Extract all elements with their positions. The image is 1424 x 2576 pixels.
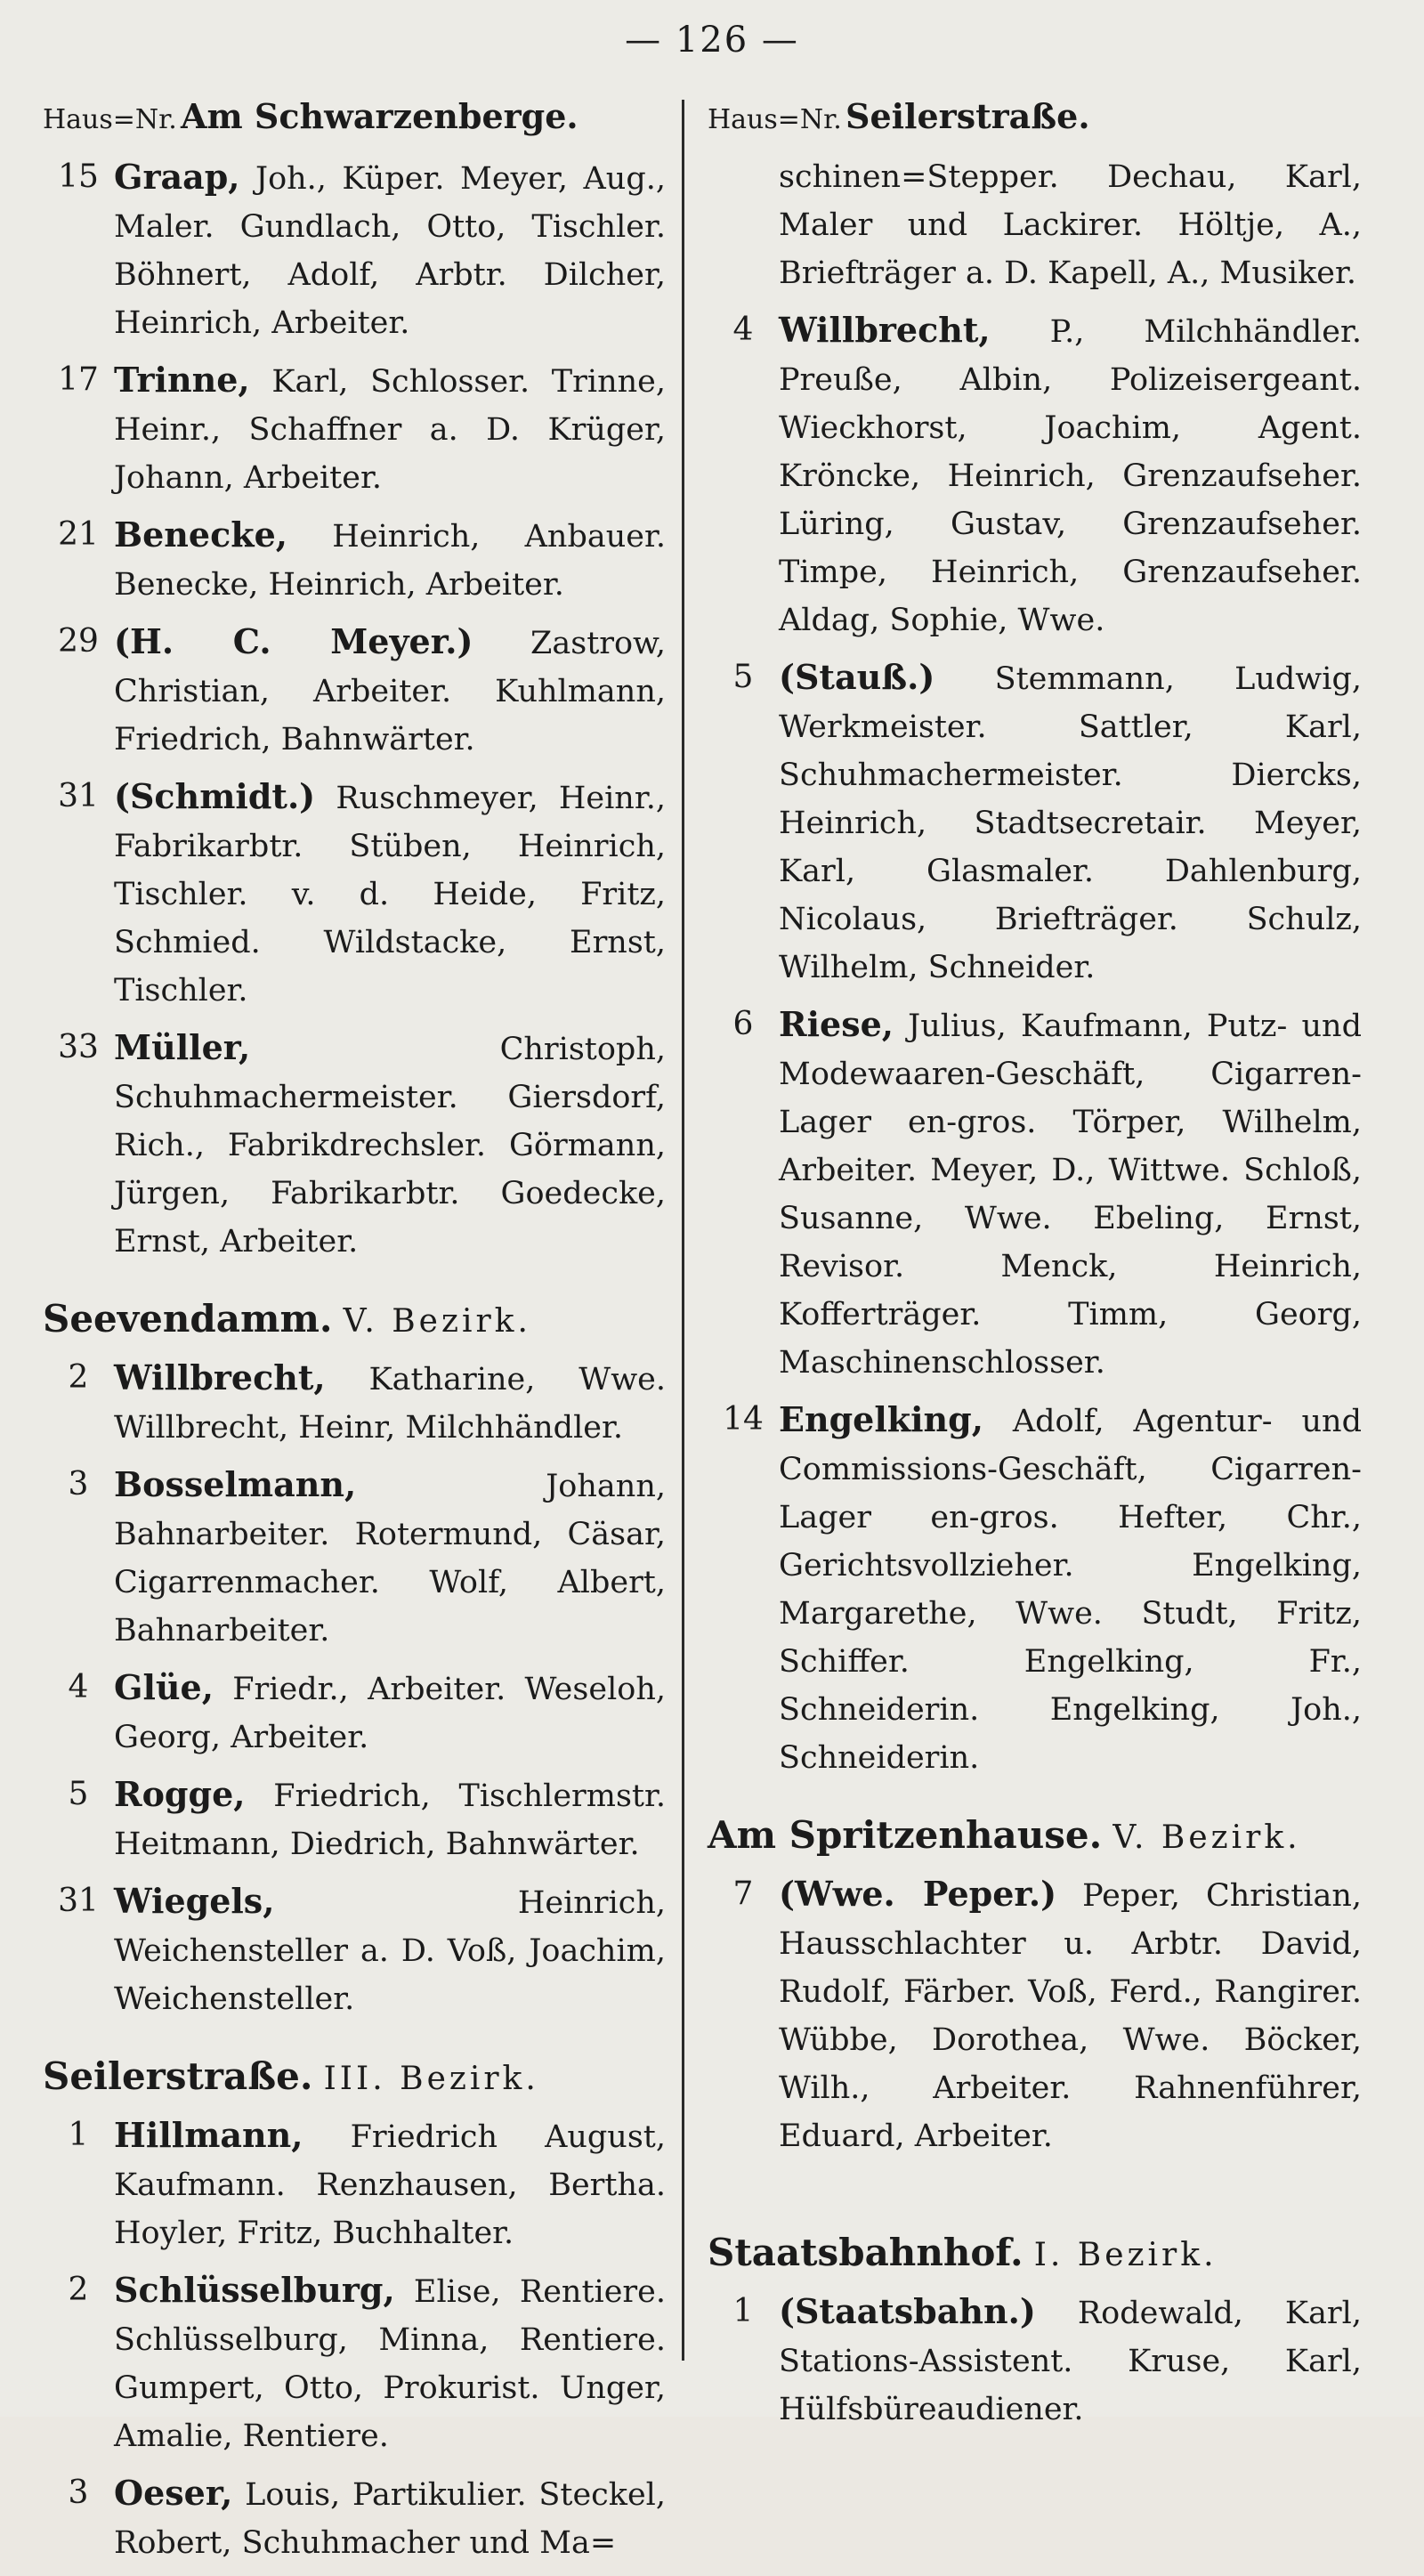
resident-name: Oeser, bbox=[114, 2473, 233, 2513]
street-name: Seilerstraße. bbox=[846, 96, 1090, 136]
house-number: 6 bbox=[732, 1006, 754, 1042]
entry-text bbox=[779, 1000, 1362, 1387]
directory-entry bbox=[43, 1664, 666, 1762]
entry-text bbox=[114, 618, 666, 764]
section-heading bbox=[43, 1292, 666, 1349]
resident-name: (Wwe. Peper.) bbox=[779, 1874, 1057, 1914]
left-column-header bbox=[43, 96, 666, 153]
entry-text bbox=[114, 1354, 666, 1452]
house-number: 3 bbox=[68, 2475, 89, 2511]
resident-name: Bosselmann, bbox=[114, 1464, 357, 1504]
resident-name: (Schmidt.) bbox=[114, 776, 316, 816]
directory-entry bbox=[708, 306, 1362, 644]
directory-entry bbox=[43, 153, 666, 347]
street-name: Am Schwarzenberge. bbox=[181, 96, 578, 136]
entry-details: Johann, Bahnarbeiter. Rotermund, Cäsar, Cigarrenmacher. Wolf, Albert, Bahnarbeiter. bbox=[114, 1469, 666, 1648]
continuation-entry bbox=[708, 153, 1362, 297]
house-number: 2 bbox=[68, 2272, 89, 2308]
entry-details: Heinrich, Weichensteller a. D. Voß, Joachim, Weichensteller. bbox=[114, 1885, 666, 2017]
house-number: 2 bbox=[68, 1359, 89, 1396]
entry-details: Karl, Schlosser. Trinne, Heinr., Schaffner a. D. Krüger, Johann, Arbeiter. bbox=[114, 364, 666, 496]
entry-details: Christoph, Schuhmachermeister. Giersdorf, Rich., Fabrikdrechsler. Görmann, Jürgen, Fabrikarbtr. Goedecke, Ernst, Arbeiter. bbox=[114, 1032, 666, 1260]
house-number: 1 bbox=[68, 2117, 89, 2153]
house-number: 1 bbox=[732, 2293, 754, 2329]
entry-details: Friedr., Arbeiter. Weseloh, Georg, Arbeiter. bbox=[114, 1672, 666, 1755]
entry-details: Julius, Kaufmann, Putz- und Modewaaren-Geschäft, Cigarren-Lager en-gros. Törper, Wilhelm, Arbeiter. Meyer, D., Wittwe. Schloß, Susanne, Wwe. Ebeling, Ernst, Revisor. Menck, Heinrich, Kofferträger. Timm, Georg, Maschinenschlosser. bbox=[779, 1009, 1362, 1381]
resident-name: Müller, bbox=[114, 1027, 251, 1067]
directory-entry bbox=[43, 1770, 666, 1868]
entries-seevendamm bbox=[43, 1354, 666, 2023]
entry-details: Louis, Partikulier. Steckel, Robert, Schuhmacher und Ma= bbox=[114, 2477, 666, 2561]
directory-entry bbox=[43, 1461, 666, 1655]
directory-entry bbox=[43, 2469, 666, 2567]
entry-text bbox=[114, 356, 666, 502]
resident-name: (Stauß.) bbox=[779, 657, 935, 697]
section-district: V. Bezirk. bbox=[1112, 1819, 1301, 1856]
entry-text bbox=[779, 653, 1362, 992]
resident-name: Rogge, bbox=[114, 1774, 246, 1814]
resident-name: (H. C. Meyer.) bbox=[114, 621, 473, 661]
resident-name: Benecke, bbox=[114, 514, 287, 555]
column-divider bbox=[682, 100, 684, 2361]
house-number: 31 bbox=[58, 1883, 99, 1919]
house-number: 4 bbox=[68, 1669, 89, 1705]
entry-details: Peper, Christian, Hausschlachter u. Arbtr. David, Rudolf, Färber. Voß, Ferd., Rangirer. Wübbe, Dorothea, Wwe. Böcker, Wilh., Arbeiter. Rahnenführer, Eduard, Arbeiter. bbox=[779, 1878, 1362, 2154]
entry-details: Heinrich, Anbauer. Benecke, Heinrich, Arbeiter. bbox=[114, 519, 666, 603]
entry-text bbox=[114, 2469, 666, 2567]
entries-am-spritzenhause bbox=[708, 1870, 1362, 2160]
house-number: 14 bbox=[723, 1401, 764, 1438]
resident-name: Glüe, bbox=[114, 1667, 214, 1707]
directory-entry bbox=[43, 511, 666, 609]
left-column bbox=[43, 96, 666, 2576]
entries-staatsbahnhof bbox=[708, 2288, 1362, 2434]
house-number: 7 bbox=[732, 1875, 754, 1912]
house-number bbox=[708, 153, 779, 297]
right-column bbox=[708, 96, 1362, 2442]
entry-text bbox=[114, 153, 666, 347]
directory-entry bbox=[43, 773, 666, 1015]
entry-details: Rodewald, Karl, Stations-Assistent. Kruse, Karl, Hülfsbüreaudiener. bbox=[779, 2296, 1362, 2427]
resident-name: (Staatsbahn.) bbox=[779, 2291, 1036, 2331]
resident-name: Wiegels, bbox=[114, 1881, 275, 1921]
entry-details: Friedrich, Tischlermstr. Heitmann, Diedrich, Bahnwärter. bbox=[114, 1778, 666, 1862]
spacer bbox=[708, 2169, 1362, 2199]
entry-text bbox=[114, 1024, 666, 1266]
entry-text bbox=[114, 1664, 666, 1762]
entry-details: Friedrich August, Kaufmann. Renzhausen, Bertha. Hoyler, Fritz, Buchhalter. bbox=[114, 2119, 666, 2251]
entry-details: P., Milchhändler. Preuße, Albin, Polizeisergeant. Wieckhorst, Joachim, Agent. Kröncke, Heinrich, Grenzaufseher. Lüring, Gustav, Grenzaufseher. Timpe, Heinrich, Grenzaufseher. Aldag, Sophie, Wwe. bbox=[779, 314, 1362, 638]
directory-entry bbox=[708, 2288, 1362, 2434]
section-heading bbox=[708, 2226, 1362, 2282]
section-district: V. Bezirk. bbox=[343, 1303, 531, 1340]
section-street: Staatsbahnhof. bbox=[708, 2231, 1024, 2274]
entry-text bbox=[779, 306, 1362, 644]
resident-name: Engelking, bbox=[779, 1399, 983, 1439]
directory-entry bbox=[43, 618, 666, 764]
house-number: 17 bbox=[58, 361, 99, 398]
entries-seilerstrasse bbox=[43, 2111, 666, 2567]
resident-name: Willbrecht, bbox=[779, 310, 991, 350]
house-number: 29 bbox=[58, 623, 99, 660]
entry-text: schinen=Stepper. Dechau, Karl, Maler und Lackirer. Höltje, A., Briefträger a. D. Kapell, A., Musiker. bbox=[779, 159, 1362, 291]
section-street: Am Spritzenhause. bbox=[708, 1813, 1103, 1857]
entry-text bbox=[779, 1396, 1362, 1782]
section-district: I. Bezirk. bbox=[1033, 2237, 1218, 2273]
house-number: 5 bbox=[732, 659, 754, 695]
entry-text bbox=[114, 773, 666, 1015]
entry-details: Katharine, Wwe. Willbrecht, Heinr, Milchhändler. bbox=[114, 1362, 666, 1446]
entry-details: Ruschmeyer, Heinr., Fabrikarbtr. Stüben, Heinrich, Tischler. v. d. Heide, Fritz, Schmied. Wildstacke, Ernst, Tischler. bbox=[114, 781, 666, 1009]
resident-name: Trinne, bbox=[114, 360, 250, 400]
resident-name: Schlüsselburg, bbox=[114, 2270, 395, 2310]
directory-entry bbox=[708, 1870, 1362, 2160]
entry-details: Zastrow, Christian, Arbeiter. Kuhlmann, Friedrich, Bahnwärter. bbox=[114, 626, 666, 757]
entry-text bbox=[114, 1877, 666, 2023]
entry-details: Stemmann, Ludwig, Werkmeister. Sattler, Karl, Schuhmachermeister. Diercks, Heinrich, Stadtsecretair. Meyer, Karl, Glasmaler. Dahlenburg, Nicolaus, Briefträger. Schulz, Wilhelm, Schneider. bbox=[779, 661, 1362, 985]
house-number: 33 bbox=[58, 1029, 99, 1065]
resident-name: Hillmann, bbox=[114, 2115, 303, 2155]
directory-entry bbox=[43, 356, 666, 502]
entry-text bbox=[779, 2288, 1362, 2434]
resident-name: Graap, bbox=[114, 157, 240, 197]
entry-text bbox=[114, 1770, 666, 1868]
directory-entry bbox=[43, 2111, 666, 2257]
entry-text bbox=[114, 2266, 666, 2460]
right-column-header bbox=[708, 96, 1362, 153]
section-street: Seilerstraße. bbox=[43, 2054, 313, 2098]
page-number: — 126 — bbox=[625, 20, 799, 61]
house-number-label: Haus=Nr. bbox=[43, 104, 177, 135]
house-number: 3 bbox=[68, 1466, 89, 1503]
directory-entry bbox=[43, 1877, 666, 2023]
directory-entry bbox=[43, 1354, 666, 1452]
house-number-label: Haus=Nr. bbox=[708, 104, 842, 135]
section-street: Seevendamm. bbox=[43, 1297, 333, 1341]
entry-details: Adolf, Agentur- und Commissions-Geschäft, Cigarren-Lager en-gros. Hefter, Chr., Gerichtsvollzieher. Engelking, Margarethe, Wwe. Studt, Fritz, Schiffer. Engelking, Fr., Schneiderin. Engelking, Joh., Schneiderin. bbox=[779, 1404, 1362, 1776]
section-district: III. Bezirk. bbox=[323, 2061, 539, 2097]
entries-am-schwarzenberge bbox=[43, 153, 666, 1266]
directory-entry bbox=[43, 2266, 666, 2460]
resident-name: Riese, bbox=[779, 1004, 894, 1044]
entry-details: Joh., Küper. Meyer, Aug., Maler. Gundlach, Otto, Tischler. Böhnert, Adolf, Arbtr. Dilcher, Heinrich, Arbeiter. bbox=[114, 161, 666, 341]
directory-entry bbox=[708, 1396, 1362, 1782]
directory-entry bbox=[708, 653, 1362, 992]
directory-entry bbox=[43, 1024, 666, 1266]
house-number: 31 bbox=[58, 778, 99, 814]
entry-text bbox=[114, 2111, 666, 2257]
directory-entry bbox=[708, 1000, 1362, 1387]
house-number: 21 bbox=[58, 516, 99, 553]
house-number: 15 bbox=[58, 158, 99, 195]
entry-text bbox=[779, 1870, 1362, 2160]
resident-name: Willbrecht, bbox=[114, 1357, 326, 1397]
section-heading bbox=[43, 2050, 666, 2106]
entry-details: Elise, Rentiere. Schlüsselburg, Minna, Rentiere. Gumpert, Otto, Prokurist. Unger, Amalie, Rentiere. bbox=[114, 2274, 666, 2454]
house-number: 5 bbox=[68, 1776, 89, 1812]
house-number: 4 bbox=[732, 312, 754, 348]
section-heading bbox=[708, 1809, 1362, 1865]
entry-text bbox=[114, 1461, 666, 1655]
entry-text bbox=[114, 511, 666, 609]
entries-seilerstrasse-cont bbox=[708, 306, 1362, 1782]
